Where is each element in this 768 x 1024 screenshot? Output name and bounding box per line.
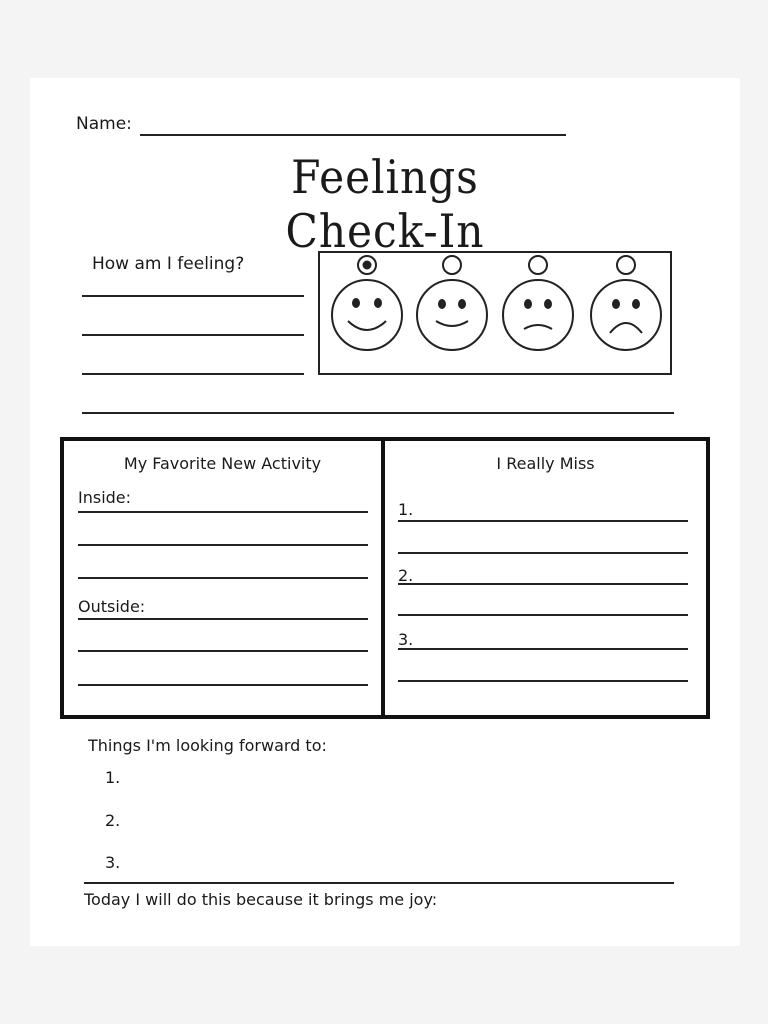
miss-line-1b[interactable] bbox=[398, 552, 688, 554]
outside-label: Outside: bbox=[78, 597, 146, 616]
joy-prompt: Today I will do this because it brings me joy: bbox=[84, 890, 438, 909]
radio-empty-icon[interactable] bbox=[529, 256, 547, 274]
miss-heading: I Really Miss bbox=[496, 454, 595, 473]
outside-line-2[interactable] bbox=[78, 650, 368, 652]
inside-line-3[interactable] bbox=[78, 577, 368, 579]
feeling-line-1[interactable] bbox=[82, 295, 304, 297]
miss-line-3[interactable] bbox=[398, 648, 688, 650]
forward-heading: Things I'm looking forward to: bbox=[88, 736, 327, 755]
feeling-line-2[interactable] bbox=[82, 334, 304, 336]
very-happy-face-icon bbox=[332, 280, 402, 350]
name-label: Name: bbox=[76, 114, 132, 134]
inside-label: Inside: bbox=[78, 488, 132, 507]
outside-line-3[interactable] bbox=[78, 684, 368, 686]
miss-line-2b[interactable] bbox=[398, 614, 688, 616]
miss-line-3b[interactable] bbox=[398, 680, 688, 682]
sad-face-option[interactable] bbox=[591, 256, 661, 350]
feeling-line-4[interactable] bbox=[82, 412, 674, 414]
forward-item-2[interactable]: 2. bbox=[105, 811, 121, 830]
very-happy-face-option[interactable] bbox=[332, 256, 402, 350]
inside-line-2[interactable] bbox=[78, 544, 368, 546]
name-line[interactable] bbox=[140, 134, 566, 136]
happy-face-option[interactable] bbox=[417, 256, 487, 350]
radio-empty-icon[interactable] bbox=[443, 256, 461, 274]
miss-line-1[interactable] bbox=[398, 520, 688, 522]
forward-item-3[interactable]: 3. bbox=[105, 853, 121, 872]
inside-line-1[interactable] bbox=[78, 511, 368, 513]
feelings-faces bbox=[318, 251, 672, 375]
miss-line-2[interactable] bbox=[398, 583, 688, 585]
box-divider bbox=[381, 437, 385, 719]
forward-line[interactable] bbox=[84, 882, 674, 884]
miss-item-2-number: 2. bbox=[398, 566, 414, 585]
feeling-prompt: How am I feeling? bbox=[92, 254, 245, 274]
outside-line-1[interactable] bbox=[78, 618, 368, 620]
happy-face-icon bbox=[417, 280, 487, 350]
miss-item-1-number: 1. bbox=[398, 500, 414, 519]
neutral-sad-face-option[interactable] bbox=[503, 256, 573, 350]
radio-empty-icon[interactable] bbox=[617, 256, 635, 274]
miss-item-3-number: 3. bbox=[398, 630, 414, 649]
radio-dot-icon bbox=[364, 262, 371, 269]
feeling-line-3[interactable] bbox=[82, 373, 304, 375]
page-title: Feelings Check-In bbox=[285, 150, 485, 258]
sad-face-icon bbox=[591, 280, 661, 350]
activity-heading: My Favorite New Activity bbox=[123, 454, 322, 473]
neutral-sad-face-icon bbox=[503, 280, 573, 350]
forward-item-1[interactable]: 1. bbox=[105, 768, 121, 787]
